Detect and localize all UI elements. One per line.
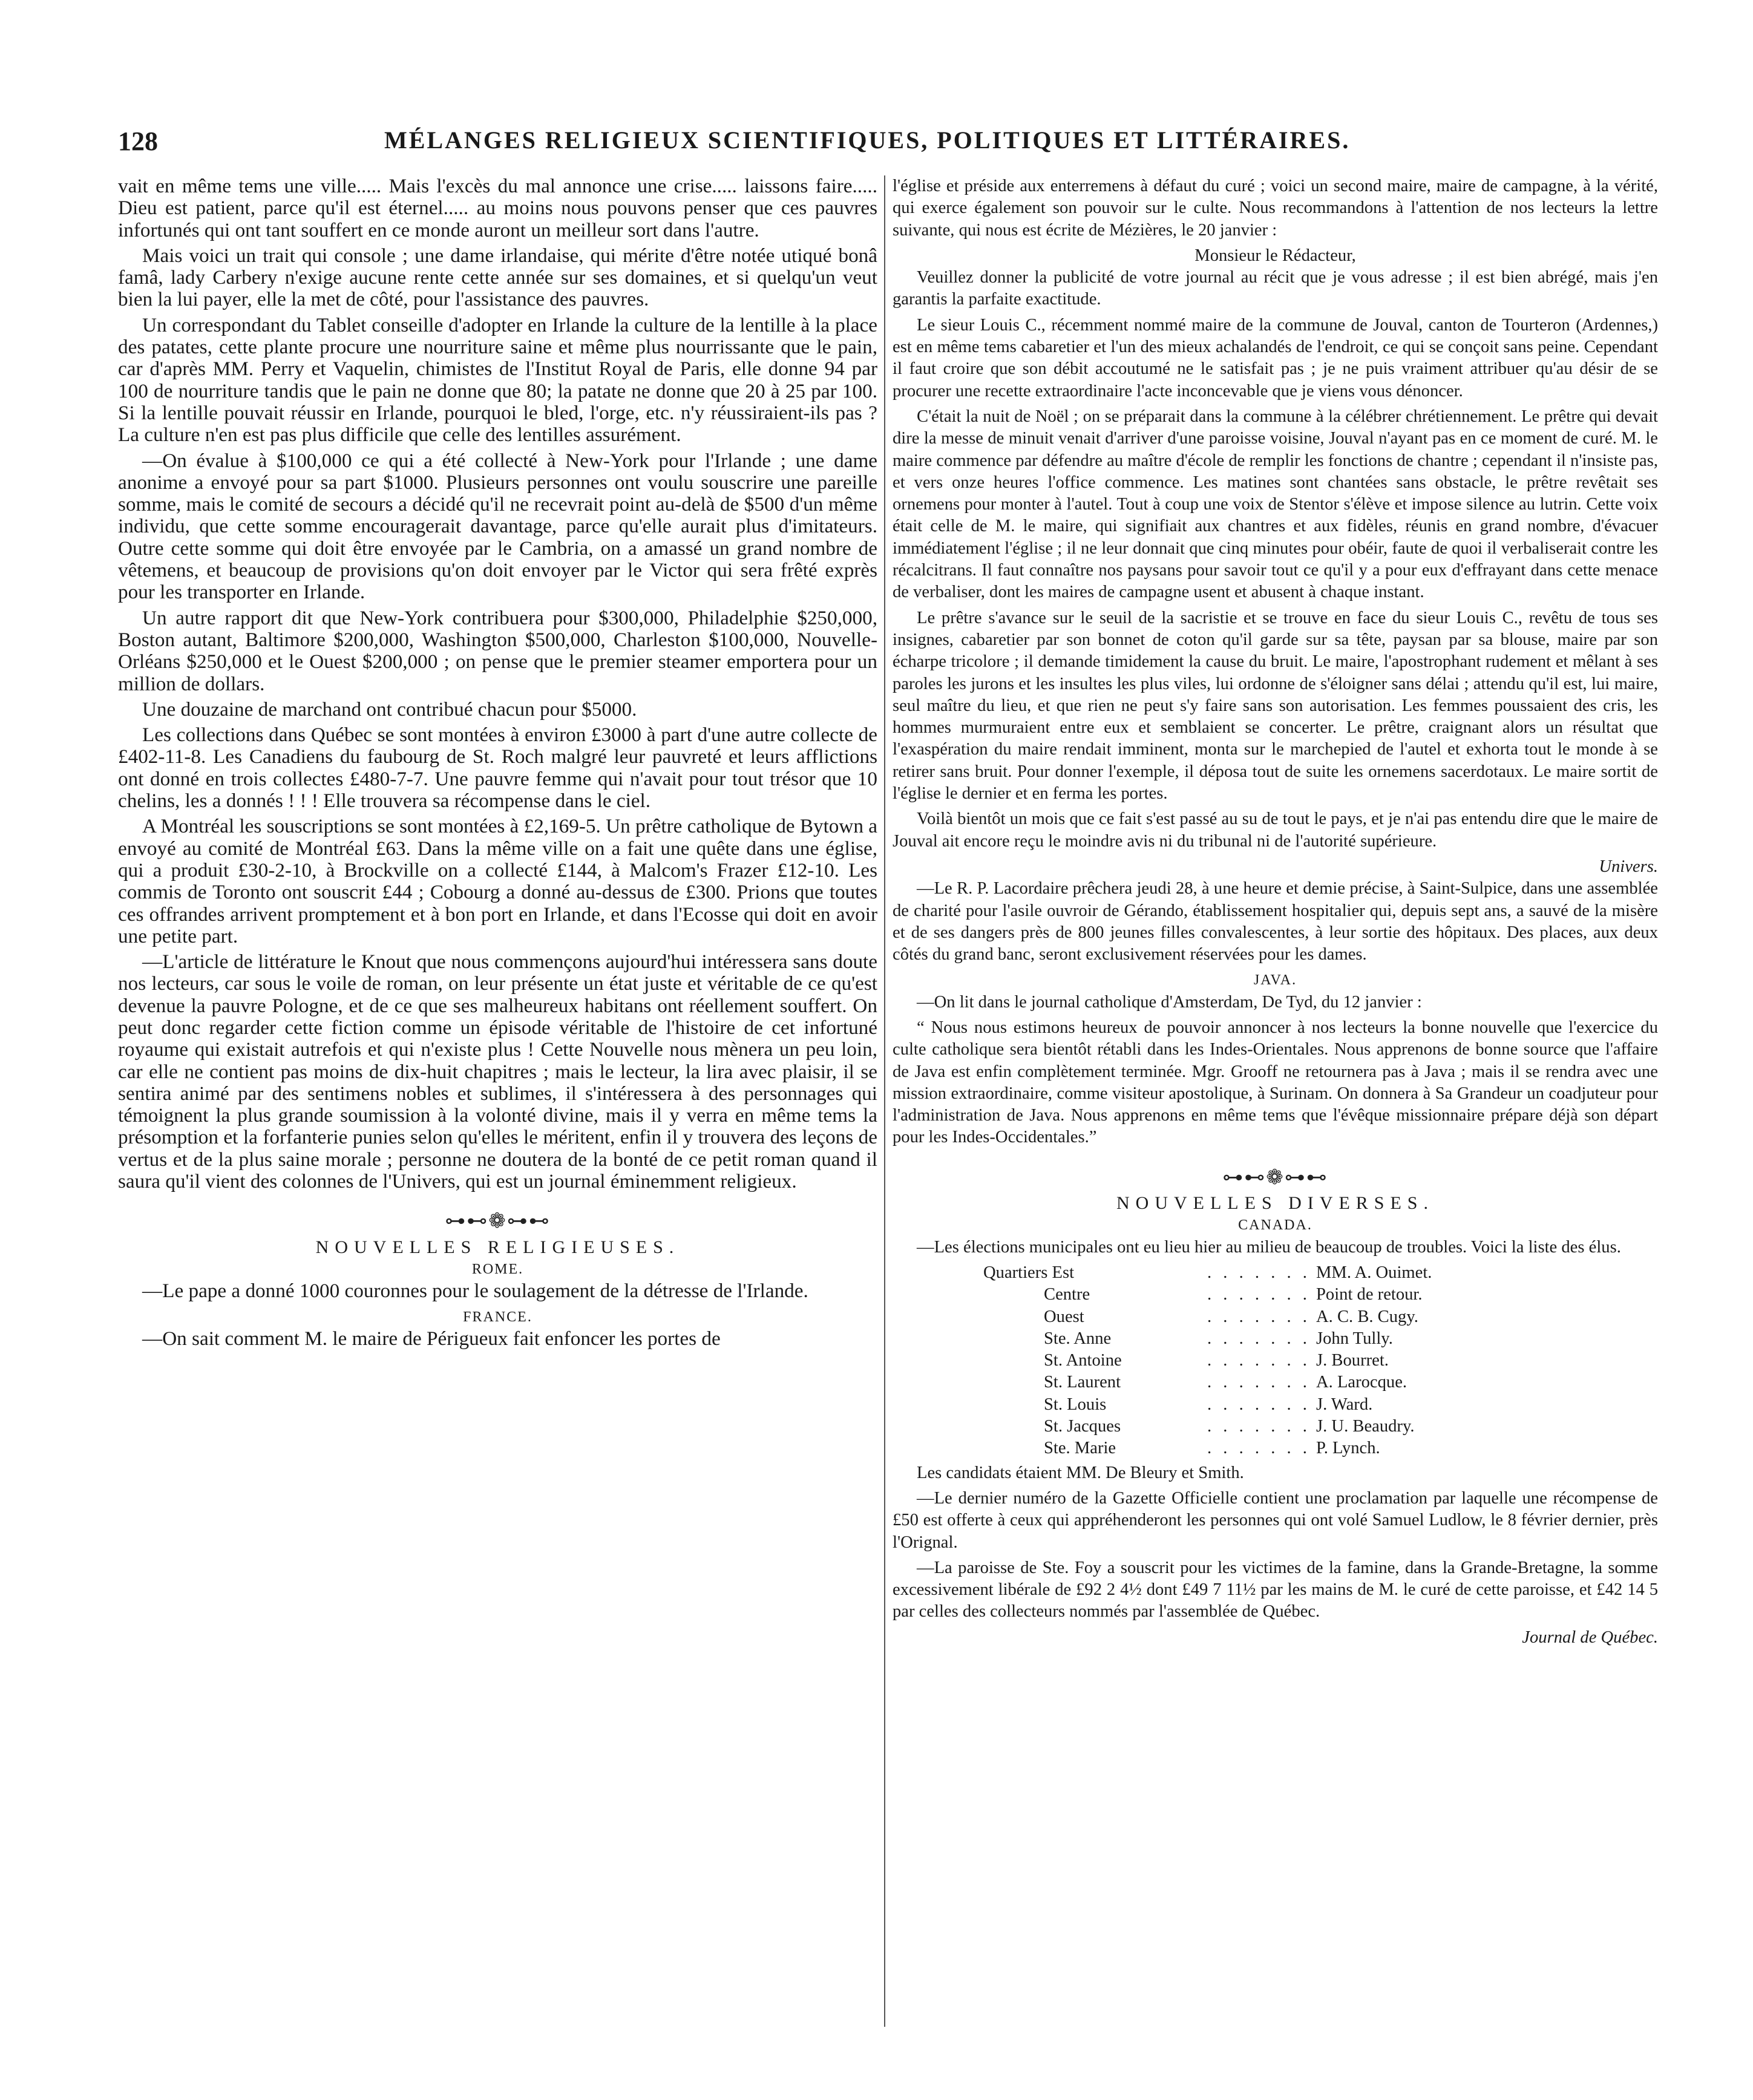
ward-name: Quartiers Est bbox=[983, 1263, 1075, 1282]
dot-leader: . . . . . . . bbox=[1207, 1395, 1311, 1414]
subhead-java: JAVA. bbox=[1253, 972, 1297, 989]
subhead-rome: ROME. bbox=[471, 1261, 524, 1277]
list-item bbox=[893, 1350, 1658, 1372]
paragraph: l'église et préside aux enterremens à défaut du curé ; voici un second maire, maire de campagne, à la vérité, qui exerce également son pouvoir sur le culte. Nous recommandons à l'attention de nos lecteurs la lettre suivante, qui nous est écrite de Mézières, le 20 janvier : bbox=[893, 177, 1658, 240]
list-item bbox=[893, 1306, 1658, 1328]
elected-list bbox=[893, 1262, 1658, 1460]
section-title-diverses: NOUVELLES DIVERSES. bbox=[1116, 1193, 1434, 1214]
dot-leader: . . . . . . . bbox=[1207, 1351, 1311, 1370]
paragraph: —La paroisse de Ste. Foy a souscrit pour les victimes de la famine, dans la Grande-Bretagne, la somme excessivement libérale de £92 2 4½ dont £49 7 11½ par les mains de M. le curé de cette paroisse, et £42 14 5 par celles des collecteurs nommés par l'assemblée de Québec. bbox=[893, 1558, 1658, 1621]
ornament-divider: ⊶⊷❁⊶⊷ bbox=[445, 1210, 551, 1233]
paragraph: Le prêtre s'avance sur le seuil de la sacristie et se trouve en face du sieur Louis C., revêtu de tous ses insignes, cabaretier par son bonnet de coton qu'il garde sur sa tête, paysan par sa blouse, maire par son écharpe tricolore ; il demande timidement la cause du bruit. Le maire, l'apostrophant rudement et mêlant à ses paroles les jurons et les insultes les plus viles, lui ordonne de s'éloigner sans délai ; attendu qu'il est, lui maire, seul maître du lieu, et que rien ne peut s'y faire sans son autorisation. Les femmes poussaient des cris, les hommes murmuraient entre eux et semblaient se concerter. Le prêtre, craignant alors un résultat que l'exaspération du maire rendait imminent, monta sur le marchepied de l'autel et exhorta tout le monde à se retirer sans bruit. Pour donner l'exemple, il déposa tout de suite les ornemens sacerdotaux. Le maire sortit de l'église le dernier et en ferma les portes. bbox=[893, 608, 1658, 803]
elected-name: A. Larocque. bbox=[1316, 1373, 1407, 1392]
ward-name: St. Antoine bbox=[1044, 1351, 1122, 1370]
paragraph: —On sait comment M. le maire de Périgueux fait enfoncer les portes de bbox=[142, 1327, 721, 1350]
paragraph: —Le dernier numéro de la Gazette Officielle contient une proclamation par laquelle une récompense de £50 est offerte à ceux qui appréhenderont les personnes qui ont volé Samuel Ludlow, le 8 février dernier, près l'Orignal. bbox=[893, 1488, 1658, 1552]
paragraph: Veuillez donner la publicité de votre journal au récit que je vous adresse ; il est bien abrégé, mais j'en garantis la parfaite exactitude. bbox=[893, 268, 1658, 309]
page-number: 128 bbox=[118, 126, 158, 156]
paragraph: “ Nous nous estimons heureux de pouvoir annoncer à nos lecteurs la bonne nouvelle que l'exercice du culte catholique sera bientôt rétabli dans les Indes-Orientales. Nous apprenons de bonne source que l'affaire de Java est enfin complètement terminée. Mgr. Grooff ne retournera pas à Java ; mais il se rendra avec une mission extraordinaire, comme visiteur apostolique, à Surinam. On donnera à Sa Grandeur un coadjuteur pour l'administration de Java. Nous apprenons en même tems que l'évêque missionnaire prépare déjà son départ pour les Indes-Occidentales.” bbox=[893, 1018, 1658, 1147]
paragraph: Une douzaine de marchand ont contribué chacun pour $5000. bbox=[142, 698, 637, 721]
subhead-canada: CANADA. bbox=[1238, 1217, 1312, 1234]
dot-leader: . . . . . . . bbox=[1207, 1373, 1311, 1392]
subhead-france: FRANCE. bbox=[463, 1309, 532, 1325]
paragraph: —Le R. P. Lacordaire prêchera jeudi 28, à une heure et demie précise, à Saint-Sulpice, dans une assemblée de charité pour l'asile ouvroir de Gérando, établissement hospitalier qui, depuis sept ans, a sauvé de la misère et de ses dangers près de 800 jeunes filles convalescentes, à leur sortie des hôpitaux. Des places, aux deux côtés du grand banc, seront exclusivement réservées pour les dames. bbox=[893, 879, 1658, 964]
dot-leader: . . . . . . . bbox=[1207, 1285, 1311, 1304]
paragraph: Le sieur Louis C., récemment nommé maire de la commune de Jouval, canton de Tourteron (Ardennes,) est en même tems cabaretier et l'un des mieux achalandés de l'endroit, ce qui se conçoit sans peine. Cependant il faut croire que son débit accoutumé ne le satisfait pas ; je ne puis vraiment attribuer qu'au désir de se procurer une recette extraordinaire l'acte inconcevable que je viens vous dénoncer. bbox=[893, 315, 1658, 401]
elected-name: John Tully. bbox=[1316, 1329, 1393, 1348]
paragraph: C'était la nuit de Noël ; on se préparait dans la commune à la célébrer chrétiennement. Le prêtre qui devait dire la messe de minuit venait d'arriver d'une paroisse voisine, Jouval n'ayant pas en ce moment de curé. M. le maire commence par défendre au maître d'école de remplir les fonctions de chantre ; cependant il n'insiste pas, et vers onze heures l'office commence. Les matines sont chantées sans obstacle, le prêtre revêtait ses ornemens pour monter à l'autel. Tout à coup une voix de Stentor s'élève et impose silence au lutrin. Cette voix était celle de M. le maire, qui signifiait aux chantres et aux fidèles, réunis en grand nombre, d'évacuer immédiatement l'église ; il ne leur donnait que cinq minutes pour obéir, faute de quoi il verbaliserait contre les récalcitrans. Il faut connaître nos paysans pour savoir tout ce qu'il y a pour eux d'effrayant dans cette menace de verbaliser, dont les maires de campagne usent et abusent à chaque instant. bbox=[893, 407, 1658, 602]
paragraph: A Montréal les souscriptions se sont montées à £2,169-5. Un prêtre catholique de Bytown a envoyé au comité de Montréal £63. Dans la même ville on a fait une quête dans une église, qui a produit £30-2-10, à Brockville on a collecté £144, à Malcom's Frazer £12-10. Les commis de Toronto ont souscrit £44 ; Cobourg a donné au-dessus de £300. Prions que toutes ces offrandes arrivent promptement et à bon port en Irlande, et dans l'Ecosse qui doit en avoir une petite part. bbox=[118, 815, 877, 947]
dot-leader: . . . . . . . bbox=[1207, 1439, 1311, 1458]
ward-name: Ouest bbox=[1044, 1307, 1084, 1326]
elected-name: A. C. B. Cugy. bbox=[1316, 1307, 1418, 1326]
right-column bbox=[893, 175, 1658, 2063]
signature-journal-quebec: Journal de Québec. bbox=[1522, 1627, 1658, 1647]
list-item bbox=[893, 1394, 1658, 1416]
elected-name: Point de retour. bbox=[1316, 1285, 1423, 1304]
page-header bbox=[118, 126, 1655, 168]
paragraph: Les candidats étaient MM. De Bleury et Smith. bbox=[917, 1463, 1244, 1482]
ward-name: Ste. Anne bbox=[1044, 1329, 1112, 1348]
paragraph: Voilà bientôt un mois que ce fait s'est passé au su de tout le pays, et je n'ai pas entendu dire que le maire de Jouval ait encore reçu le moindre avis ni du tribunal ni de l'autorité supérieure. bbox=[893, 810, 1658, 851]
paragraph: Mais voici un trait qui console ; une dame irlandaise, qui mérite d'être notée utiqué bonâ famâ, lady Carbery n'exige aucune rente cette année sur ses domaines, et si quelqu'un veut bien la lui payer, elle la met de côté, pour l'assistance des pauvres. bbox=[118, 244, 877, 311]
elected-name: J. U. Beaudry. bbox=[1316, 1417, 1415, 1436]
paragraph: Un autre rapport dit que New-York contribuera pour $300,000, Philadelphie $250,000, Boston autant, Baltimore $200,000, Washington $500,000, Charleston $100,000, Nouvelle-Orléans $250,000 et le Ouest $200,000 ; on pense que le premier steamer emportera pour un million de dollars. bbox=[118, 606, 877, 695]
paragraph: vait en même tems une ville..... Mais l'excès du mal annonce une crise..... laissons faire..... Dieu est patient, parce qu'il est éternel..... au moins nous pouvons penser que ces pauvres infortunés qui ont tant souffert en ce monde auront un meilleur sort dans l'autre. bbox=[118, 175, 877, 241]
elected-name: P. Lynch. bbox=[1316, 1439, 1380, 1458]
list-item bbox=[893, 1416, 1658, 1438]
list-item bbox=[893, 1284, 1658, 1306]
signature-univers: Univers. bbox=[1599, 857, 1658, 876]
list-item bbox=[893, 1262, 1658, 1284]
dot-leader: . . . . . . . bbox=[1207, 1263, 1311, 1282]
paragraph: Un correspondant du Tablet conseille d'adopter en Irlande la culture de la lentille à la place des patates, cette plante procure une nourriture saine et même plus nourrissante que le pain, car d'après MM. Perry et Vaquelin, chimistes de l'Institut Royal de Paris, elle donne 94 par 100 de nourriture tandis que le pain ne donne que 80; la patate ne donne que 20 à 25 par 100. Si la lentille pouvait réussir en Irlande, pourquoi le bled, l'orge, etc. n'y réussiraient-ils pas ? La culture n'en est pas plus difficile que celle des lentilles assurément. bbox=[118, 313, 877, 446]
ward-name: St. Jacques bbox=[1044, 1417, 1121, 1436]
section-title-religious: NOUVELLES RELIGIEUSES. bbox=[315, 1237, 680, 1257]
list-item bbox=[893, 1372, 1658, 1393]
elected-name: J. Ward. bbox=[1316, 1395, 1373, 1414]
ornament-divider: ⊶⊷❁⊶⊷ bbox=[1222, 1166, 1328, 1189]
paragraph: —On lit dans le journal catholique d'Amsterdam, De Tyd, du 12 janvier : bbox=[917, 992, 1422, 1012]
ward-name: St. Louis bbox=[1044, 1395, 1107, 1414]
ward-name: St. Laurent bbox=[1044, 1373, 1121, 1392]
dot-leader: . . . . . . . bbox=[1207, 1329, 1311, 1348]
salutation: Monsieur le Rédacteur, bbox=[1194, 246, 1356, 265]
paragraph: —Le pape a donné 1000 couronnes pour le soulagement de la détresse de l'Irlande. bbox=[142, 1280, 808, 1303]
running-title: MÉLANGES RELIGIEUX SCIENTIFIQUES, POLITIQUES ET LITTÉRAIRES. bbox=[384, 126, 1351, 154]
ward-name: Centre bbox=[1044, 1285, 1090, 1304]
dot-leader: . . . . . . . bbox=[1207, 1307, 1311, 1326]
left-column bbox=[118, 175, 877, 2063]
elected-name: MM. A. Ouimet. bbox=[1316, 1263, 1432, 1282]
elected-name: J. Bourret. bbox=[1316, 1351, 1389, 1370]
paragraph: —On évalue à $100,000 ce qui a été collecté à New-York pour l'Irlande ; une dame anonime a envoyé pour sa part $1000. Plusieurs personnes ont voulu souscrire une pareille somme, mais le comité de secours a décidé qu'il ne recevrait point au-delà de $500 d'un même individu, que cette somme encouragerait davantage, parce qu'elle aurait plus d'imitateurs. Outre cette somme qui doit être envoyée par le Cambria, on a amassé un grand nombre de vêtemens, et beaucoup de provisions qu'on doit envoyer par le Victor qui sera frêté exprès pour les transporter en Irlande. bbox=[118, 449, 877, 604]
list-item bbox=[893, 1328, 1658, 1350]
list-item bbox=[893, 1438, 1658, 1459]
paragraph: —L'article de littérature le Knout que nous commençons aujourd'hui intéressera sans doute nos lecteurs, car sous le voile de roman, on leur présente un état juste et véritable de ce qu'est devenue la pauvre Pologne, et de ce que ses malheureux habitans ont réellement souffert. On peut donc regarder cette fiction comme un épisode véritable de l'histoire de cet infortuné royaume qui existait autrefois et qui n'existe plus ! Cette Nouvelle nous mènera un peu loin, car elle ne contient pas moins de dix-huit chapitres ; mais le lecteur, la lira avec plaisir, il se sentira animé par des sentimens nobles et sublimes, il s'intéressera à des personnages qui témoignent la plus grande soumission à la volonté divine, mais il y verra en même tems la présomption et la forfanterie punies selon qu'elles le méritent, enfin il y trouvera des leçons de vertus et de la plus saine morale ; personne ne doutera de la bonté de ce petit roman quand il saura qu'il vient des colonnes de l'Univers, qui est un journal éminemment religieux. bbox=[118, 950, 877, 1193]
paragraph: —Les élections municipales ont eu lieu hier au milieu de beaucoup de troubles. Voici la liste des élus. bbox=[917, 1237, 1621, 1257]
column-divider bbox=[884, 175, 885, 2027]
dot-leader: . . . . . . . bbox=[1207, 1417, 1311, 1436]
ward-name: Ste. Marie bbox=[1044, 1439, 1116, 1458]
paragraph: Les collections dans Québec se sont montées à environ £3000 à part d'une autre collecte de £402-11-8. Les Canadiens du faubourg de St. Roch malgré leur pauvreté et leurs afflictions ont donné en trois collectes £480-7-7. Une pauvre femme qui n'avait pour tout trésor que 10 chelins, les a donnés ! ! ! Elle trouvera sa récompense dans le ciel. bbox=[118, 724, 877, 813]
